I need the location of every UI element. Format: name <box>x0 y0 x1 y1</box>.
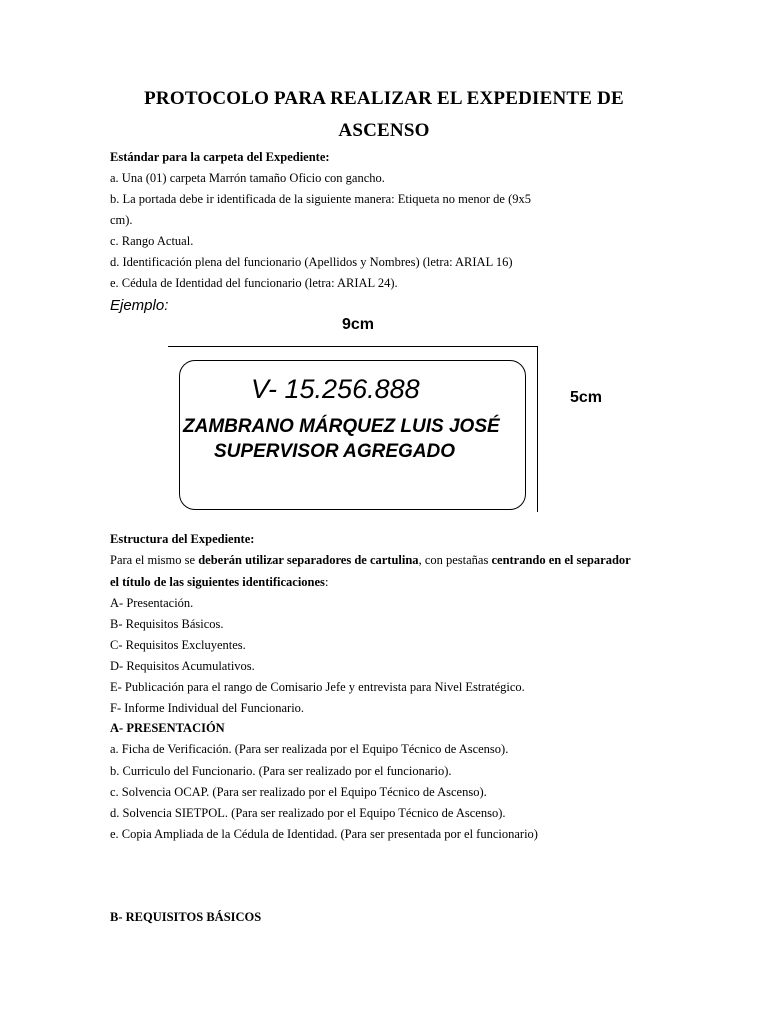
presentation-item: d. Solvencia SIETPOL. (Para ser realizado por el Equipo Técnico de Ascenso). <box>110 806 506 820</box>
structure-intro-emphasis: deberán utilizar separadores de cartulina <box>198 553 419 567</box>
standard-item: c. Rango Actual. <box>110 234 194 248</box>
structure-item: B- Requisitos Básicos. <box>110 617 224 631</box>
example-rank: SUPERVISOR AGREGADO <box>214 441 456 462</box>
presentation-heading: A- PRESENTACIÓN <box>110 721 225 735</box>
example-name: ZAMBRANO MÁRQUEZ LUIS JOSÉ <box>183 416 500 437</box>
example-width-label: 9cm <box>342 316 375 333</box>
structure-intro-line-1 <box>110 553 631 568</box>
example-height-label: 5cm <box>570 389 603 406</box>
standard-item: cm). <box>110 213 133 227</box>
structure-heading: Estructura del Expediente: <box>110 532 255 546</box>
standard-heading: Estándar para la carpeta del Expediente: <box>110 150 330 164</box>
presentation-item: a. Ficha de Verificación. (Para ser realizada por el Equipo Técnico de Ascenso). <box>110 742 509 756</box>
example-id-number: V- 15.256.888 <box>251 374 420 404</box>
structure-item: F- Informe Individual del Funcionario. <box>110 701 305 715</box>
example-top-measure-line <box>168 346 538 347</box>
standard-item: d. Identificación plena del funcionario (Apellidos y Nombres) (letra: ARIAL 16) <box>110 255 513 269</box>
structure-item: C- Requisitos Excluyentes. <box>110 638 246 652</box>
basic-requirements-heading: B- REQUISITOS BÁSICOS <box>110 910 262 924</box>
presentation-item: b. Curriculo del Funcionario. (Para ser realizado por el funcionario). <box>110 764 452 778</box>
example-label: Ejemplo: <box>110 297 169 314</box>
document-title-line-1: PROTOCOLO PARA REALIZAR EL EXPEDIENTE DE <box>144 88 624 109</box>
presentation-item: c. Solvencia OCAP. (Para ser realizado por el Equipo Técnico de Ascenso). <box>110 785 487 799</box>
structure-intro-emphasis: centrando en el separador <box>491 553 631 567</box>
structure-intro-emphasis: el título de las siguientes identificaciones <box>110 575 325 589</box>
structure-intro-text: , con pestañas <box>418 553 492 567</box>
standard-item: e. Cédula de Identidad del funcionario (letra: ARIAL 24). <box>110 276 398 290</box>
standard-item: a. Una (01) carpeta Marrón tamaño Oficio con gancho. <box>110 171 385 185</box>
structure-intro-text: : <box>324 575 329 589</box>
structure-item: D- Requisitos Acumulativos. <box>110 659 255 673</box>
example-right-measure-line <box>537 346 538 512</box>
document-title-line-2: ASCENSO <box>338 120 430 141</box>
structure-item: A- Presentación. <box>110 596 194 610</box>
structure-intro-line-2 <box>110 575 328 590</box>
presentation-item: e. Copia Ampliada de la Cédula de Identidad. (Para ser presentada por el funcionario) <box>110 827 538 841</box>
structure-intro-text: Para el mismo se <box>110 553 199 567</box>
standard-item: b. La portada debe ir identificada de la siguiente manera: Etiqueta no menor de (9x5 <box>110 192 532 206</box>
structure-item: E- Publicación para el rango de Comisario Jefe y entrevista para Nivel Estratégico. <box>110 680 525 694</box>
